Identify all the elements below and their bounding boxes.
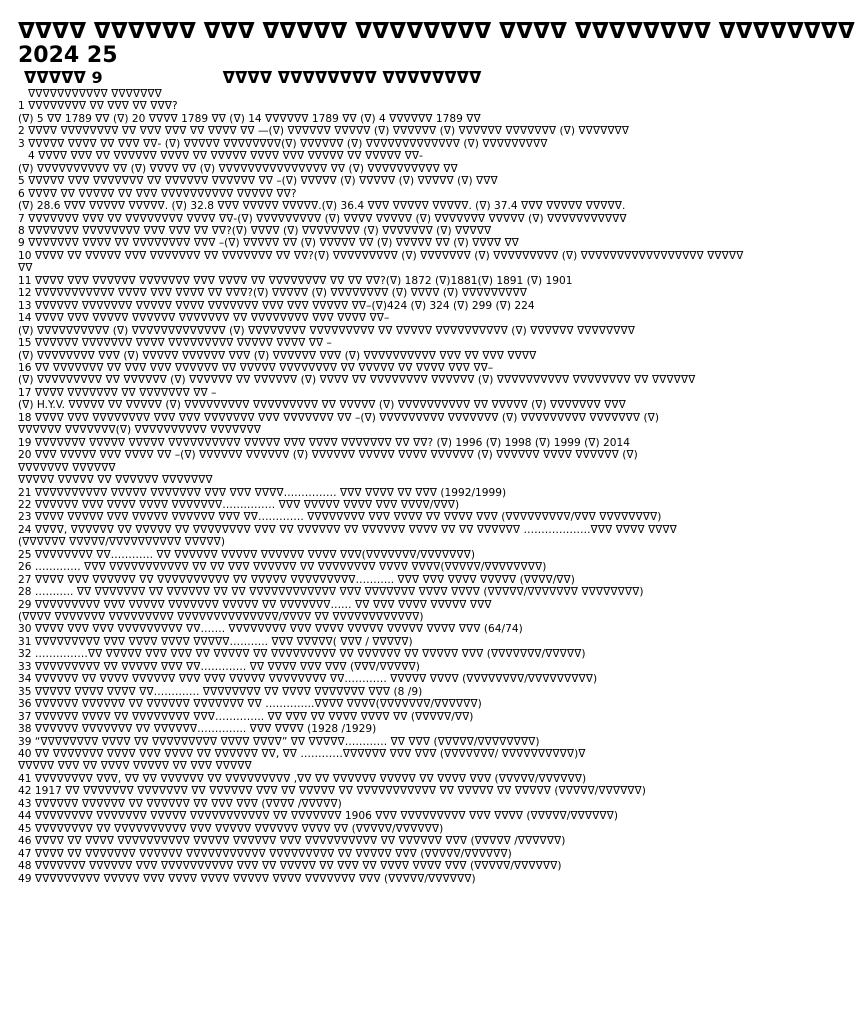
text-line: 42 1917 ᐁᐁ ᐁᐁᐁᐁᐁᐁᐁ ᐁᐁᐁᐁᐁᐁᐁ ᐁᐁ ᐁᐁᐁᐁᐁᐁ ᐁᐁᐁ ᐁᐁ ᐁᐁᐁᐁᐁ ᐁᐁ ᐁᐁᐁᐁᐁᐁᐁᐁᐁᐁᐁ ᐁᐁ ᐁᐁᐁᐁᐁ ᐁᐁ ᐁᐁᐁᐁᐁ (ᐁᐁᐁᐁᐁ/ᐁᐁᐁᐁᐁᐁ) bbox=[18, 785, 646, 798]
text-line: ᐁᐁᐁᐁᐁᐁ ᐁᐁᐁᐁᐁᐁᐁ(ᐁ) ᐁᐁᐁᐁᐁᐁᐁᐁᐁᐁ ᐁᐁᐁᐁᐁᐁᐁ bbox=[18, 424, 262, 437]
text-line: 5 ᐁᐁᐁᐁᐁ ᐁᐁᐁ ᐁᐁᐁᐁᐁᐁᐁ ᐁᐁ ᐁᐁᐁᐁᐁᐁ ᐁᐁᐁᐁᐁᐁ ᐁᐁ –(ᐁ) ᐁᐁᐁᐁᐁ (ᐁ) ᐁᐁᐁᐁᐁ (ᐁ) ᐁᐁᐁᐁᐁ (ᐁ) ᐁᐁᐁ bbox=[18, 175, 498, 188]
subject-label: ᐁᐁᐁᐁ ᐁᐁᐁᐁᐁᐁᐁᐁ ᐁᐁᐁᐁᐁᐁᐁᐁ bbox=[222, 68, 482, 87]
question-list bbox=[18, 88, 768, 885]
text-line: 35 ᐁᐁᐁᐁᐁ ᐁᐁᐁᐁ ᐁᐁᐁᐁ ᐁᐁ…………. ᐁᐁᐁᐁᐁᐁᐁᐁ ᐁᐁ ᐁᐁᐁᐁ ᐁᐁᐁᐁᐁᐁᐁ ᐁᐁᐁ (8 /9) bbox=[18, 685, 423, 698]
text-line: 33 ᐁᐁᐁᐁᐁᐁᐁᐁᐁ ᐁᐁ ᐁᐁᐁᐁᐁ ᐁᐁᐁ ᐁᐁ…………. ᐁᐁ ᐁᐁᐁᐁ ᐁᐁᐁ ᐁᐁᐁ (ᐁᐁᐁ/ᐁᐁᐁᐁᐁ) bbox=[18, 660, 420, 673]
text-line: 14 ᐁᐁᐁᐁ ᐁᐁᐁ ᐁᐁᐁᐁᐁ ᐁᐁᐁᐁᐁᐁ ᐁᐁᐁᐁᐁᐁᐁ ᐁᐁ ᐁᐁᐁᐁᐁᐁᐁᐁ ᐁᐁᐁ ᐁᐁᐁᐁ ᐁᐁ– bbox=[18, 312, 390, 325]
text-line: 13 ᐁᐁᐁᐁᐁᐁ ᐁᐁᐁᐁᐁᐁᐁ ᐁᐁᐁᐁᐁ ᐁᐁᐁᐁ ᐁᐁᐁᐁᐁᐁᐁ ᐁᐁᐁ ᐁᐁᐁ ᐁᐁᐁᐁᐁ ᐁᐁ–(ᐁ)424 (ᐁ) 324 (ᐁ) 299 (ᐁ) 224 bbox=[18, 299, 535, 312]
text-line: 11 ᐁᐁᐁᐁ ᐁᐁᐁ ᐁᐁᐁᐁᐁᐁ ᐁᐁᐁᐁᐁᐁᐁ ᐁᐁᐁ ᐁᐁᐁᐁ ᐁᐁ ᐁᐁᐁᐁᐁᐁᐁᐁ ᐁᐁ ᐁᐁ ᐁᐁ?(ᐁ) 1872 (ᐁ)1881(ᐁ) 1891 (ᐁ) 1901 bbox=[18, 274, 573, 287]
text-line: 34 ᐁᐁᐁᐁᐁᐁ ᐁᐁ ᐁᐁᐁᐁ ᐁᐁᐁᐁᐁᐁ ᐁᐁᐁ ᐁᐁᐁ ᐁᐁᐁᐁᐁ ᐁᐁᐁᐁᐁᐁᐁᐁ ᐁᐁ………… ᐁᐁᐁᐁᐁ ᐁᐁᐁᐁ (ᐁᐁᐁᐁᐁᐁᐁᐁ/ᐁᐁᐁᐁᐁᐁᐁᐁᐁ) bbox=[18, 673, 598, 686]
text-line: (ᐁᐁᐁᐁᐁᐁ ᐁᐁᐁᐁᐁ/ᐁᐁᐁᐁᐁᐁᐁᐁᐁᐁ ᐁᐁᐁᐁᐁ) bbox=[18, 536, 225, 549]
text-line: 37 ᐁᐁᐁᐁᐁᐁ ᐁᐁᐁᐁ ᐁᐁ ᐁᐁᐁᐁᐁᐁᐁᐁ ᐁᐁᐁ………….. ᐁᐁ ᐁᐁᐁ ᐁᐁ ᐁᐁᐁᐁ ᐁᐁᐁᐁ ᐁᐁ (ᐁᐁᐁᐁᐁ/ᐁᐁ) bbox=[18, 710, 474, 723]
text-line: ᐁᐁᐁᐁᐁᐁᐁᐁᐁᐁᐁ ᐁᐁᐁᐁᐁᐁᐁ bbox=[28, 88, 162, 100]
text-line: 19 ᐁᐁᐁᐁᐁᐁᐁ ᐁᐁᐁᐁᐁ ᐁᐁᐁᐁᐁ ᐁᐁᐁᐁᐁᐁᐁᐁᐁᐁ ᐁᐁᐁᐁᐁ ᐁᐁᐁ ᐁᐁᐁᐁ ᐁᐁᐁᐁᐁᐁᐁ ᐁᐁ ᐁᐁ? (ᐁ) 1996 (ᐁ) 1998 (ᐁ) 1999 (ᐁ) 2014 bbox=[18, 436, 630, 449]
text-line: 21 ᐁᐁᐁᐁᐁᐁᐁᐁᐁᐁ ᐁᐁᐁᐁᐁ ᐁᐁᐁᐁᐁᐁᐁ ᐁᐁᐁ ᐁᐁᐁ ᐁᐁᐁᐁ…………… ᐁᐁᐁ ᐁᐁᐁᐁ ᐁᐁ ᐁᐁᐁ (1992/1999) bbox=[18, 486, 507, 499]
text-line: (ᐁ) ᐁᐁᐁᐁᐁᐁᐁᐁᐁᐁ (ᐁ) ᐁᐁᐁᐁᐁᐁᐁᐁᐁᐁᐁᐁᐁ (ᐁ) ᐁᐁᐁᐁᐁᐁᐁᐁ ᐁᐁᐁᐁᐁᐁᐁᐁᐁ ᐁᐁ ᐁᐁᐁᐁᐁ ᐁᐁᐁᐁᐁᐁᐁᐁᐁᐁ (ᐁ) ᐁᐁᐁᐁᐁᐁ ᐁᐁᐁᐁᐁᐁᐁᐁ bbox=[18, 324, 635, 337]
text-line: 10 ᐁᐁᐁᐁ ᐁᐁ ᐁᐁᐁᐁᐁ ᐁᐁᐁ ᐁᐁᐁᐁᐁᐁᐁ ᐁᐁ ᐁᐁᐁᐁᐁᐁᐁ ᐁᐁ ᐁᐁ?(ᐁ) ᐁᐁᐁᐁᐁᐁᐁᐁᐁ (ᐁ) ᐁᐁᐁᐁᐁᐁᐁ (ᐁ) ᐁᐁᐁᐁᐁᐁᐁᐁᐁ (ᐁ) ᐁᐁᐁᐁᐁᐁᐁᐁᐁᐁᐁᐁᐁᐁᐁᐁᐁ ᐁᐁᐁᐁᐁ bbox=[18, 249, 744, 262]
title-line-1: ᐁᐁᐁᐁ ᐁᐁᐁᐁᐁᐁ ᐁᐁᐁ ᐁᐁᐁᐁᐁ ᐁᐁᐁᐁᐁᐁᐁᐁ ᐁᐁᐁᐁ ᐁᐁᐁᐁᐁᐁᐁᐁ ᐁᐁᐁᐁᐁᐁᐁᐁ bbox=[18, 19, 855, 44]
title-line-2: 2024 25 bbox=[18, 43, 118, 68]
text-line: 18 ᐁᐁᐁᐁ ᐁᐁᐁ ᐁᐁᐁᐁᐁᐁᐁᐁ ᐁᐁᐁ ᐁᐁᐁ ᐁᐁᐁᐁᐁᐁᐁ ᐁᐁᐁ ᐁᐁᐁᐁᐁᐁᐁ ᐁᐁ –(ᐁ) ᐁᐁᐁᐁᐁᐁᐁᐁᐁ ᐁᐁᐁᐁᐁᐁᐁ (ᐁ) ᐁᐁᐁᐁᐁᐁᐁᐁᐁ ᐁᐁᐁᐁᐁᐁᐁ (ᐁ) bbox=[18, 411, 659, 424]
text-line: 24 ᐁᐁᐁᐁ, ᐁᐁᐁᐁᐁᐁ ᐁᐁ ᐁᐁᐁᐁᐁ ᐁᐁ ᐁᐁᐁᐁᐁᐁᐁᐁ ᐁᐁᐁ ᐁᐁ ᐁᐁᐁᐁᐁᐁ ᐁᐁ ᐁᐁᐁᐁᐁᐁ ᐁᐁᐁᐁ ᐁᐁ ᐁᐁ ᐁᐁᐁᐁᐁᐁ ……………….ᐁᐁᐁ ᐁᐁᐁᐁ ᐁᐁᐁᐁ bbox=[18, 523, 677, 536]
text-line: 46 ᐁᐁᐁᐁ ᐁᐁ ᐁᐁᐁᐁ ᐁᐁᐁᐁᐁᐁᐁᐁᐁᐁ ᐁᐁᐁᐁᐁ ᐁᐁᐁᐁᐁᐁ ᐁᐁᐁ ᐁᐁᐁᐁᐁᐁᐁᐁᐁᐁ ᐁᐁ ᐁᐁᐁᐁᐁᐁ ᐁᐁᐁ (ᐁᐁᐁᐁᐁ /ᐁᐁᐁᐁᐁᐁ) bbox=[18, 835, 566, 848]
text-line: 44 ᐁᐁᐁᐁᐁᐁᐁᐁ ᐁᐁᐁᐁᐁᐁᐁ ᐁᐁᐁᐁᐁ ᐁᐁᐁᐁᐁᐁᐁᐁᐁᐁᐁ ᐁᐁ ᐁᐁᐁᐁᐁᐁᐁ 1906 ᐁᐁᐁ ᐁᐁᐁᐁᐁᐁᐁᐁᐁ ᐁᐁᐁ ᐁᐁᐁᐁ (ᐁᐁᐁᐁᐁ/ᐁᐁᐁᐁᐁᐁ) bbox=[18, 810, 618, 823]
text-line: 27 ᐁᐁᐁᐁ ᐁᐁᐁ ᐁᐁᐁᐁᐁᐁ ᐁᐁ ᐁᐁᐁᐁᐁᐁᐁᐁᐁᐁ ᐁᐁ ᐁᐁᐁᐁᐁ ᐁᐁᐁᐁᐁᐁᐁᐁᐁ……….. ᐁᐁᐁ ᐁᐁᐁ ᐁᐁᐁᐁ ᐁᐁᐁᐁᐁ (ᐁᐁᐁᐁ/ᐁᐁ) bbox=[18, 573, 575, 586]
text-line: 40 ᐁᐁ ᐁᐁᐁᐁᐁᐁᐁ ᐁᐁᐁᐁ ᐁᐁᐁ ᐁᐁᐁᐁ ᐁᐁ ᐁᐁᐁᐁᐁᐁ ᐁᐁ, ᐁᐁ …………ᐁᐁᐁᐁᐁᐁ ᐁᐁᐁ ᐁᐁᐁ (ᐁᐁᐁᐁᐁᐁᐁ/ ᐁᐁᐁᐁᐁᐁᐁᐁᐁᐁ)ᐁ bbox=[18, 748, 586, 761]
text-line: 9 ᐁᐁᐁᐁᐁᐁᐁ ᐁᐁᐁᐁ ᐁᐁ ᐁᐁᐁᐁᐁᐁᐁᐁ ᐁᐁᐁ –(ᐁ) ᐁᐁᐁᐁᐁ ᐁᐁ (ᐁ) ᐁᐁᐁᐁᐁ ᐁᐁ (ᐁ) ᐁᐁᐁᐁᐁ ᐁᐁ (ᐁ) ᐁᐁᐁᐁ ᐁᐁ bbox=[18, 237, 519, 250]
text-line: 48 ᐁᐁᐁᐁᐁᐁᐁ ᐁᐁᐁᐁᐁᐁ ᐁᐁᐁ ᐁᐁᐁᐁᐁᐁᐁᐁᐁᐁ ᐁᐁᐁ ᐁᐁ ᐁᐁᐁᐁᐁ ᐁᐁ ᐁᐁᐁ ᐁᐁ ᐁᐁᐁᐁ ᐁᐁᐁᐁ ᐁᐁᐁ (ᐁᐁᐁᐁᐁ/ᐁᐁᐁᐁᐁᐁ) bbox=[18, 860, 562, 873]
text-line: 26 …………. ᐁᐁᐁ ᐁᐁᐁᐁᐁᐁᐁᐁᐁᐁᐁ ᐁᐁ ᐁᐁ ᐁᐁᐁ ᐁᐁᐁᐁᐁᐁ ᐁᐁ ᐁᐁᐁᐁᐁᐁᐁᐁ ᐁᐁᐁᐁ ᐁᐁᐁᐁ(ᐁᐁᐁᐁᐁ/ᐁᐁᐁᐁᐁᐁᐁᐁ) bbox=[18, 561, 547, 574]
document-title bbox=[18, 0, 855, 68]
text-line: 2 ᐁᐁᐁᐁ ᐁᐁᐁᐁᐁᐁᐁᐁ ᐁᐁ ᐁᐁᐁ ᐁᐁᐁ ᐁᐁ ᐁᐁᐁᐁ ᐁᐁ —(ᐁ) ᐁᐁᐁᐁᐁᐁ ᐁᐁᐁᐁᐁ (ᐁ) ᐁᐁᐁᐁᐁᐁ (ᐁ) ᐁᐁᐁᐁᐁᐁ ᐁᐁᐁᐁᐁᐁᐁ (ᐁ) ᐁᐁᐁᐁᐁᐁᐁ bbox=[18, 125, 630, 138]
text-line: ᐁᐁ bbox=[18, 262, 33, 275]
text-line: 20 ᐁᐁᐁ ᐁᐁᐁᐁᐁ ᐁᐁᐁ ᐁᐁᐁᐁ ᐁᐁ –(ᐁ) ᐁᐁᐁᐁᐁᐁ ᐁᐁᐁᐁᐁᐁ (ᐁ) ᐁᐁᐁᐁᐁᐁ ᐁᐁᐁᐁᐁ ᐁᐁᐁᐁ ᐁᐁᐁᐁᐁᐁ (ᐁ) ᐁᐁᐁᐁᐁᐁ ᐁᐁᐁᐁ ᐁᐁᐁᐁᐁᐁ (ᐁ) bbox=[18, 449, 638, 462]
text-line: (ᐁ) 5 ᐁᐁ 1789 ᐁᐁ (ᐁ) 20 ᐁᐁᐁᐁ 1789 ᐁᐁ (ᐁ) 14 ᐁᐁᐁᐁᐁᐁ 1789 ᐁᐁ (ᐁ) 4 ᐁᐁᐁᐁᐁᐁ 1789 ᐁᐁ bbox=[18, 112, 481, 125]
text-line: 38 ᐁᐁᐁᐁᐁᐁ ᐁᐁᐁᐁᐁᐁᐁ ᐁᐁ ᐁᐁᐁᐁᐁᐁ………….. ᐁᐁᐁ ᐁᐁᐁᐁ (1928 /1929) bbox=[18, 723, 377, 736]
text-line: (ᐁ) ᐁᐁᐁᐁᐁᐁᐁᐁᐁ ᐁᐁ ᐁᐁᐁᐁᐁᐁ (ᐁ) ᐁᐁᐁᐁᐁᐁ ᐁᐁ ᐁᐁᐁᐁᐁᐁ (ᐁ) ᐁᐁᐁᐁ ᐁᐁ ᐁᐁᐁᐁᐁᐁᐁᐁ ᐁᐁᐁᐁᐁᐁ (ᐁ) ᐁᐁᐁᐁᐁᐁᐁᐁᐁᐁ ᐁᐁᐁᐁᐁᐁᐁᐁ ᐁᐁ ᐁᐁᐁᐁᐁᐁ bbox=[18, 374, 696, 387]
text-line: 25 ᐁᐁᐁᐁᐁᐁᐁᐁ ᐁᐁ………… ᐁᐁ ᐁᐁᐁᐁᐁᐁ ᐁᐁᐁᐁᐁ ᐁᐁᐁᐁᐁᐁ ᐁᐁᐁᐁ ᐁᐁᐁ(ᐁᐁᐁᐁᐁᐁᐁ/ᐁᐁᐁᐁᐁᐁᐁ) bbox=[18, 548, 475, 561]
text-line: 36 ᐁᐁᐁᐁᐁᐁ ᐁᐁᐁᐁᐁᐁ ᐁᐁ ᐁᐁᐁᐁᐁᐁ ᐁᐁᐁᐁᐁᐁᐁ ᐁᐁ …………..ᐁᐁᐁᐁ ᐁᐁᐁᐁ(ᐁᐁᐁᐁᐁᐁᐁ/ᐁᐁᐁᐁᐁᐁ) bbox=[18, 698, 482, 711]
text-line: 47 ᐁᐁᐁᐁ ᐁᐁ ᐁᐁᐁᐁᐁᐁᐁ ᐁᐁᐁᐁᐁᐁ ᐁᐁᐁᐁᐁᐁᐁᐁᐁᐁᐁ ᐁᐁᐁᐁᐁᐁᐁᐁᐁ ᐁᐁ ᐁᐁᐁᐁᐁ ᐁᐁᐁ (ᐁᐁᐁᐁᐁ/ᐁᐁᐁᐁᐁᐁ) bbox=[18, 847, 512, 860]
text-line: ᐁᐁᐁᐁᐁᐁᐁ ᐁᐁᐁᐁᐁᐁ bbox=[18, 461, 116, 474]
document-subheading bbox=[18, 68, 768, 88]
text-line: 28 ……….. ᐁᐁ ᐁᐁᐁᐁᐁᐁᐁ ᐁᐁ ᐁᐁᐁᐁᐁᐁ ᐁᐁ ᐁᐁ ᐁᐁᐁᐁᐁᐁᐁᐁᐁᐁᐁᐁ ᐁᐁᐁ ᐁᐁᐁᐁᐁᐁᐁ ᐁᐁᐁᐁ ᐁᐁᐁᐁ (ᐁᐁᐁᐁᐁ/ᐁᐁᐁᐁᐁᐁᐁ ᐁᐁᐁᐁᐁᐁᐁᐁ) bbox=[18, 586, 644, 599]
text-line: 17 ᐁᐁᐁᐁ ᐁᐁᐁᐁᐁᐁᐁ ᐁᐁ ᐁᐁᐁᐁᐁᐁᐁ ᐁᐁ – bbox=[18, 386, 217, 399]
text-line: 8 ᐁᐁᐁᐁᐁᐁᐁ ᐁᐁᐁᐁᐁᐁᐁᐁ ᐁᐁᐁ ᐁᐁᐁ ᐁᐁ ᐁᐁ?(ᐁ) ᐁᐁᐁᐁ (ᐁ) ᐁᐁᐁᐁᐁᐁᐁᐁ (ᐁ) ᐁᐁᐁᐁᐁᐁᐁ (ᐁ) ᐁᐁᐁᐁᐁ bbox=[18, 224, 492, 237]
text-line: 7 ᐁᐁᐁᐁᐁᐁᐁ ᐁᐁᐁ ᐁᐁ ᐁᐁᐁᐁᐁᐁᐁᐁ ᐁᐁᐁᐁ ᐁᐁ-(ᐁ) ᐁᐁᐁᐁᐁᐁᐁᐁᐁ (ᐁ) ᐁᐁᐁᐁ ᐁᐁᐁᐁᐁ (ᐁ) ᐁᐁᐁᐁᐁᐁᐁ ᐁᐁᐁᐁᐁ (ᐁ) ᐁᐁᐁᐁᐁᐁᐁᐁᐁᐁᐁ bbox=[18, 212, 627, 225]
text-line: 15 ᐁᐁᐁᐁᐁᐁ ᐁᐁᐁᐁᐁᐁᐁ ᐁᐁᐁᐁ ᐁᐁᐁᐁᐁᐁᐁᐁᐁ ᐁᐁᐁᐁᐁ ᐁᐁᐁᐁ ᐁᐁ – bbox=[18, 337, 332, 350]
text-line: 31 ᐁᐁᐁᐁᐁᐁᐁᐁᐁ ᐁᐁᐁ ᐁᐁᐁᐁ ᐁᐁᐁᐁ ᐁᐁᐁᐁᐁ……….. ᐁᐁᐁ ᐁᐁᐁᐁᐁ( ᐁᐁᐁ / ᐁᐁᐁᐁᐁ) bbox=[18, 635, 413, 648]
text-line: ᐁᐁᐁᐁᐁ ᐁᐁᐁᐁᐁ ᐁᐁ ᐁᐁᐁᐁᐁᐁ ᐁᐁᐁᐁᐁᐁᐁ bbox=[18, 474, 213, 487]
text-line: 1 ᐁᐁᐁᐁᐁᐁᐁᐁ ᐁᐁ ᐁᐁᐁ ᐁᐁ ᐁᐁᐁ? bbox=[18, 100, 178, 113]
text-line: 3 ᐁᐁᐁᐁᐁ ᐁᐁᐁᐁ ᐁᐁ ᐁᐁᐁ ᐁᐁ- (ᐁ) ᐁᐁᐁᐁᐁ ᐁᐁᐁᐁᐁᐁᐁᐁ(ᐁ) ᐁᐁᐁᐁᐁᐁ (ᐁ) ᐁᐁᐁᐁᐁᐁᐁᐁᐁᐁᐁᐁᐁ (ᐁ) ᐁᐁᐁᐁᐁᐁᐁᐁᐁ bbox=[18, 137, 548, 150]
text-line: 45 ᐁᐁᐁᐁᐁᐁᐁᐁ ᐁᐁ ᐁᐁᐁᐁᐁᐁᐁᐁᐁᐁ ᐁᐁᐁ ᐁᐁᐁᐁᐁ ᐁᐁᐁᐁᐁᐁ ᐁᐁᐁᐁ ᐁᐁ (ᐁᐁᐁᐁᐁ/ᐁᐁᐁᐁᐁᐁ) bbox=[18, 822, 444, 835]
text-line: 4 ᐁᐁᐁᐁ ᐁᐁᐁ ᐁᐁ ᐁᐁᐁᐁᐁᐁ ᐁᐁᐁᐁ ᐁᐁ ᐁᐁᐁᐁᐁ ᐁᐁᐁᐁ ᐁᐁᐁ ᐁᐁᐁᐁᐁ ᐁᐁ ᐁᐁᐁᐁᐁ ᐁᐁ- bbox=[28, 150, 423, 163]
text-line: 6 ᐁᐁᐁᐁ ᐁᐁ ᐁᐁᐁᐁᐁ ᐁᐁ ᐁᐁᐁ ᐁᐁᐁᐁᐁᐁᐁᐁᐁᐁ ᐁᐁᐁᐁᐁ ᐁᐁ? bbox=[18, 187, 297, 200]
text-line: 30 ᐁᐁᐁᐁ ᐁᐁᐁ ᐁᐁᐁ ᐁᐁᐁᐁᐁᐁᐁᐁᐁ ᐁᐁ……. ᐁᐁᐁᐁᐁᐁᐁᐁ ᐁᐁᐁ ᐁᐁᐁᐁ ᐁᐁᐁᐁᐁ ᐁᐁᐁᐁᐁ ᐁᐁᐁᐁ ᐁᐁᐁ (64/74) bbox=[18, 623, 523, 636]
text-line: (ᐁ) ᐁᐁᐁᐁᐁᐁᐁᐁ ᐁᐁᐁ (ᐁ) ᐁᐁᐁᐁᐁ ᐁᐁᐁᐁᐁᐁ ᐁᐁᐁ (ᐁ) ᐁᐁᐁᐁᐁᐁ ᐁᐁᐁ (ᐁ) ᐁᐁᐁᐁᐁᐁᐁᐁᐁᐁ ᐁᐁᐁ ᐁᐁ ᐁᐁᐁ ᐁᐁᐁᐁ bbox=[18, 349, 537, 362]
text-line: 12 ᐁᐁᐁᐁᐁᐁᐁᐁᐁᐁᐁ ᐁᐁᐁᐁ ᐁᐁᐁ ᐁᐁᐁᐁ ᐁᐁ ᐁᐁᐁ?(ᐁ) ᐁᐁᐁᐁᐁ (ᐁ) ᐁᐁᐁᐁᐁᐁᐁᐁ (ᐁ) ᐁᐁᐁᐁ (ᐁ) ᐁᐁᐁᐁᐁᐁᐁᐁᐁ bbox=[18, 287, 528, 300]
text-line: 43 ᐁᐁᐁᐁᐁᐁ ᐁᐁᐁᐁᐁᐁ ᐁᐁ ᐁᐁᐁᐁᐁᐁ ᐁᐁ ᐁᐁᐁ ᐁᐁᐁ (ᐁᐁᐁᐁ /ᐁᐁᐁᐁᐁ) bbox=[18, 797, 342, 810]
text-line: 32 ……………ᐁᐁ ᐁᐁᐁᐁᐁ ᐁᐁᐁ ᐁᐁᐁ ᐁᐁ ᐁᐁᐁᐁᐁ ᐁᐁ ᐁᐁᐁᐁᐁᐁᐁᐁᐁ ᐁᐁ ᐁᐁᐁᐁᐁᐁ ᐁᐁ ᐁᐁᐁᐁᐁ ᐁᐁᐁ (ᐁᐁᐁᐁᐁᐁᐁ/ᐁᐁᐁᐁᐁ) bbox=[18, 648, 586, 661]
text-line: (ᐁ) 28.6 ᐁᐁᐁ ᐁᐁᐁᐁᐁ ᐁᐁᐁᐁᐁ. (ᐁ) 32.8 ᐁᐁᐁ ᐁᐁᐁᐁᐁ ᐁᐁᐁᐁᐁ.(ᐁ) 36.4 ᐁᐁᐁ ᐁᐁᐁᐁᐁ ᐁᐁᐁᐁᐁ. (ᐁ) 37.4 ᐁᐁᐁ ᐁᐁᐁᐁᐁ ᐁᐁᐁᐁᐁ. bbox=[18, 200, 626, 213]
text-line: (ᐁᐁᐁᐁ ᐁᐁᐁᐁᐁᐁᐁ ᐁᐁᐁᐁᐁᐁᐁᐁᐁ ᐁᐁᐁᐁᐁᐁᐁᐁᐁᐁᐁᐁᐁᐁ/ᐁᐁᐁᐁ ᐁᐁ ᐁᐁᐁᐁᐁᐁᐁᐁᐁᐁᐁᐁ) bbox=[18, 611, 424, 624]
text-line: 49 ᐁᐁᐁᐁᐁᐁᐁᐁᐁ ᐁᐁᐁᐁᐁ ᐁᐁᐁ ᐁᐁᐁᐁ ᐁᐁᐁᐁ ᐁᐁᐁᐁᐁ ᐁᐁᐁᐁ ᐁᐁᐁᐁᐁᐁᐁ ᐁᐁᐁ (ᐁᐁᐁᐁᐁ/ᐁᐁᐁᐁᐁᐁ) bbox=[18, 872, 476, 885]
text-line: (ᐁ) H.Y.V. ᐁᐁᐁᐁᐁ ᐁᐁ ᐁᐁᐁᐁᐁ (ᐁ) ᐁᐁᐁᐁᐁᐁᐁᐁᐁ ᐁᐁᐁᐁᐁᐁᐁᐁᐁ ᐁᐁ ᐁᐁᐁᐁᐁ (ᐁ) ᐁᐁᐁᐁᐁᐁᐁᐁᐁᐁ ᐁᐁ ᐁᐁᐁᐁᐁ (ᐁ) ᐁᐁᐁᐁᐁᐁᐁ ᐁᐁᐁ bbox=[18, 399, 626, 412]
text-line: 22 ᐁᐁᐁᐁᐁᐁ ᐁᐁᐁ ᐁᐁᐁᐁ ᐁᐁᐁᐁ ᐁᐁᐁᐁᐁᐁᐁ…………… ᐁᐁᐁ ᐁᐁᐁᐁᐁ ᐁᐁᐁᐁ ᐁᐁᐁ ᐁᐁᐁᐁ/ᐁᐁᐁ) bbox=[18, 498, 460, 511]
text-line: 39 “ᐁᐁᐁᐁᐁᐁᐁᐁ ᐁᐁᐁᐁ ᐁᐁ ᐁᐁᐁᐁᐁᐁᐁᐁᐁ ᐁᐁᐁᐁ ᐁᐁᐁᐁ” ᐁᐁ ᐁᐁᐁᐁᐁ………… ᐁᐁ ᐁᐁᐁ (ᐁᐁᐁᐁᐁ/ᐁᐁᐁᐁᐁᐁᐁᐁ) bbox=[18, 735, 540, 748]
text-line: 23 ᐁᐁᐁᐁ ᐁᐁᐁᐁᐁ ᐁᐁᐁ ᐁᐁᐁᐁᐁ ᐁᐁᐁᐁᐁᐁ ᐁᐁᐁ ᐁᐁ…………. ᐁᐁᐁᐁᐁᐁᐁᐁ ᐁᐁᐁ ᐁᐁᐁᐁ ᐁᐁ ᐁᐁᐁᐁ ᐁᐁᐁ (ᐁᐁᐁᐁᐁᐁᐁᐁᐁ/ᐁᐁᐁ ᐁᐁᐁᐁᐁᐁᐁᐁ) bbox=[18, 511, 662, 524]
text-line: (ᐁ) ᐁᐁᐁᐁᐁᐁᐁᐁᐁᐁ ᐁᐁ (ᐁ) ᐁᐁᐁᐁ ᐁᐁ (ᐁ) ᐁᐁᐁᐁᐁᐁᐁᐁᐁᐁᐁᐁᐁᐁᐁ ᐁᐁ (ᐁ) ᐁᐁᐁᐁᐁᐁᐁᐁᐁᐁ ᐁᐁ bbox=[18, 162, 458, 175]
text-line: 41 ᐁᐁᐁᐁᐁᐁᐁᐁ ᐁᐁᐁ, ᐁᐁ ᐁᐁ ᐁᐁᐁᐁᐁᐁ ᐁᐁ ᐁᐁᐁᐁᐁᐁᐁᐁᐁ ,ᐁᐁ ᐁᐁ ᐁᐁᐁᐁᐁᐁ ᐁᐁᐁᐁᐁ ᐁᐁ ᐁᐁᐁᐁ ᐁᐁᐁ (ᐁᐁᐁᐁᐁ/ᐁᐁᐁᐁᐁᐁ) bbox=[18, 772, 587, 785]
text-line: ᐁᐁᐁᐁᐁ ᐁᐁᐁ ᐁᐁ ᐁᐁᐁᐁ ᐁᐁᐁᐁᐁ ᐁᐁ ᐁᐁᐁ ᐁᐁᐁᐁᐁ bbox=[18, 760, 252, 773]
text-line: 29 ᐁᐁᐁᐁᐁᐁᐁᐁᐁ ᐁᐁᐁ ᐁᐁᐁᐁᐁ ᐁᐁᐁᐁᐁᐁᐁ ᐁᐁᐁᐁᐁ ᐁᐁ ᐁᐁᐁᐁᐁᐁᐁ…… ᐁᐁ ᐁᐁᐁ ᐁᐁᐁᐁ ᐁᐁᐁᐁᐁ ᐁᐁᐁ bbox=[18, 598, 492, 611]
text-line: 16 ᐁᐁ ᐁᐁᐁᐁᐁᐁᐁ ᐁᐁ ᐁᐁᐁ ᐁᐁᐁ ᐁᐁᐁᐁᐁᐁ ᐁᐁ ᐁᐁᐁᐁᐁ ᐁᐁᐁᐁᐁᐁᐁᐁ ᐁᐁ ᐁᐁᐁᐁᐁ ᐁᐁ ᐁᐁᐁᐁ ᐁᐁᐁ ᐁᐁ– bbox=[18, 361, 494, 374]
class-label: ᐁᐁᐁᐁᐁ 9 bbox=[24, 68, 103, 87]
